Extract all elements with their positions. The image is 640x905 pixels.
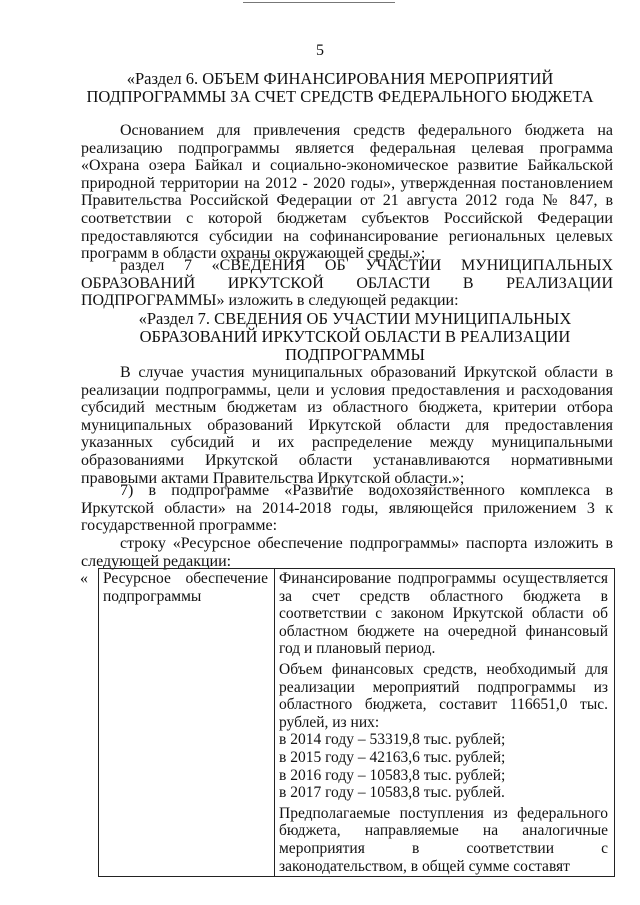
page-number: 5: [316, 42, 324, 59]
section7-title-line1: «Раздел 7. СВЕДЕНИЯ ОБ УЧАСТИИ МУНИЦИПАЛЬНЫХ: [138, 309, 572, 328]
top-rule: [243, 2, 395, 3]
year-line: в 2015 году – 42163,6 тыс. рублей;: [279, 748, 506, 766]
year-line: в 2017 году – 10583,8 тыс. рублей.: [279, 784, 505, 802]
section6-paragraph: Основанием для привлечения средств федерального бюджета на реализацию подпрограммы является федеральная целевая программа «Охрана озера Байкал и социально-экономическое развитие Байкальской природной территории на 2012 - 2020 годы», утвержденная постановлением Правительства Российской Федерации от 21 августа 2012 года № 847, в соответствии с которой бюджетам субъектов Российской Федерации предоставляются субсидии на софинансирование региональных целевых программ в области охраны окружающей среды.»;: [81, 122, 613, 263]
opening-quote-mark: «: [80, 570, 88, 587]
section7-title-line2: ОБРАЗОВАНИЙ ИРКУТСКОЙ ОБЛАСТИ В РЕАЛИЗАЦИИ: [139, 327, 571, 346]
table-row: [99, 569, 615, 877]
resource-table: [98, 568, 615, 877]
row-instruction: строку «Ресурсное обеспечение подпрограммы» паспорта изложить в следующей редакции:: [81, 535, 613, 570]
financing-paragraph: Финансирование подпрограммы осуществляется за счет средств областного бюджета в соответствии с законом Иркутской области об областном бюджете на очередной финансовый год и плановый период.: [279, 570, 608, 658]
section6-title-line2: ПОДПРОГРАММЫ ЗА СЧЕТ СРЕДСТВ ФЕДЕРАЛЬНОГО БЮДЖЕТА: [86, 87, 594, 106]
year-line: в 2014 году – 53319,8 тыс. рублей;: [279, 731, 506, 749]
section7-instruction: раздел 7 «СВЕДЕНИЯ ОБ УЧАСТИИ МУНИЦИПАЛЬНЫХ ОБРАЗОВАНИЙ ИРКУТСКОЙ ОБЛАСТИ В РЕАЛИЗАЦИИ ПОДПРОГРАММЫ» изложить в следующей редакции:: [81, 257, 613, 310]
section6-title-line1: «Раздел 6. ОБЪЕМ ФИНАНСИРОВАНИЯ МЕРОПРИЯТИЙ: [126, 69, 554, 88]
section7-paragraph: В случае участия муниципальных образований Иркутской области в реализации подпрограммы, цели и условия предоставления и расходования субсидий местным бюджетам из областного бюджета, критерии отбора муниципальных образований Иркутской области для предоставления указанных субсидий и их распределение между муниципальными образованиями Иркутской области устанавливаются нормативными правовыми актами Правительства Иркутской области.»;: [81, 364, 613, 487]
item7-paragraph: 7) в подпрограмме «Развитие водохозяйственного комплекса в Иркутской области» на 2014-2018 годы, являющейся приложением 3 к государственной программе:: [81, 482, 613, 535]
year-line: в 2016 году – 10583,8 тыс. рублей;: [279, 766, 506, 784]
section7-title-line3: ПОДПРОГРАММЫ: [285, 345, 425, 364]
volume-paragraph: Объем финансовых средств, необходимый для реализации мероприятий подпрограммы из областного бюджета, составит 116651,0 тыс. рублей, из них:: [279, 660, 608, 731]
federal-paragraph: Предполагаемые поступления из федерального бюджета, направляемые на аналогичные мероприятия в соответствии с законодательством, в общей сумме составят: [279, 804, 608, 875]
table-cell-content: [275, 569, 615, 877]
table-cell-label: Ресурсное обеспечение подпрограммы: [99, 569, 275, 877]
